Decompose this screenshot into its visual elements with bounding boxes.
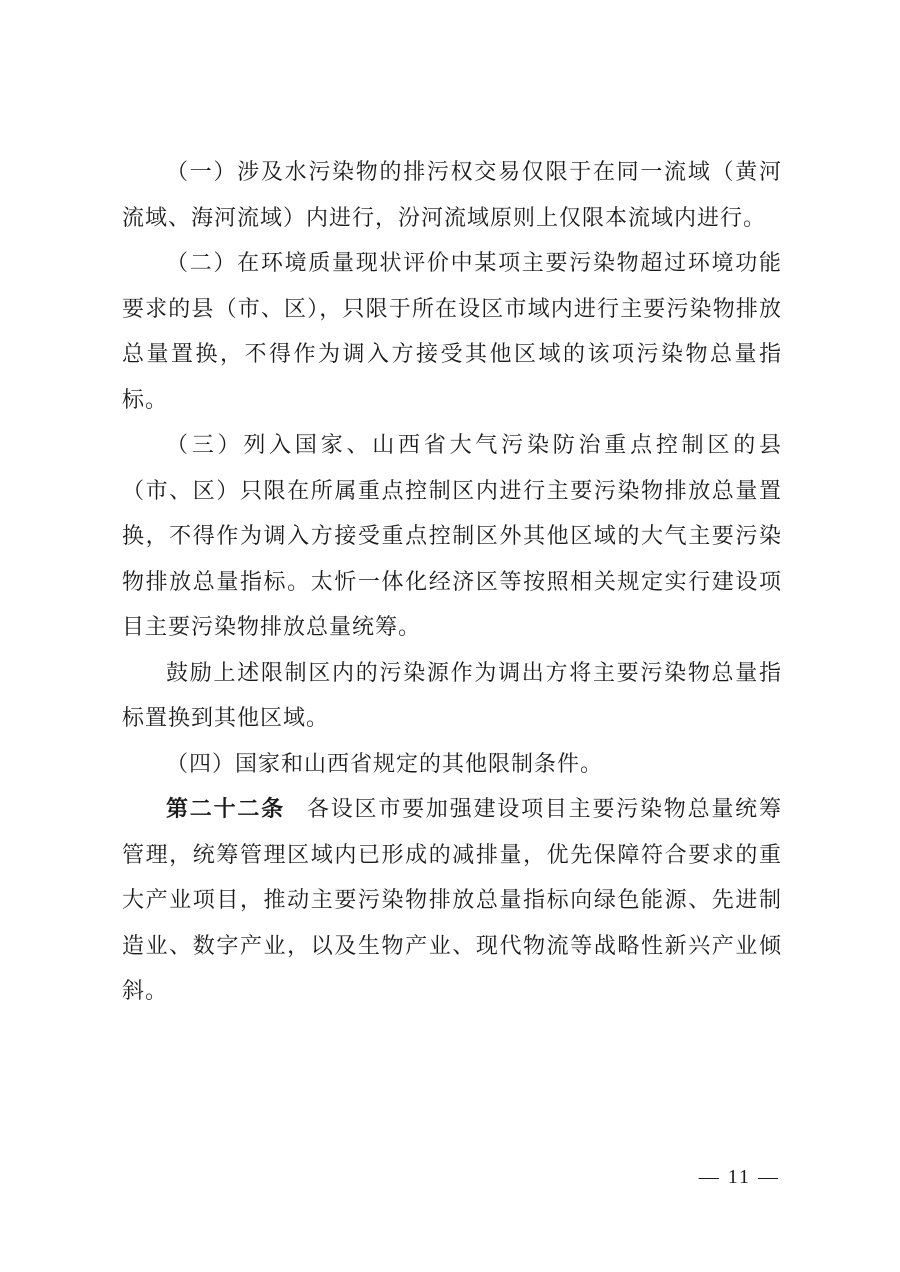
paragraph-3 [122,423,782,651]
paragraph-1-text: （一）涉及水污染物的排污权交易仅限于在同一流域（黄河流域、海河流域）内进行，汾河流域原则上仅限本流域内进行。 [122,160,782,231]
paragraph-2-text: （二）在环境质量现状评价中某项主要污染物超过环境功能要求的县（市、区），只限于所在设区市域内进行主要污染物排放总量置换，不得作为调入方接受其他区域的该项污染物总量指标。 [122,251,782,413]
paragraph-4-text: 鼓励上述限制区内的污染源作为调出方将主要污染物总量指标置换到其他区域。 [122,660,782,731]
paragraph-5-text: （四）国家和山西省规定的其他限制条件。 [166,751,604,777]
article-22-paragraph [122,787,782,1015]
paragraph-1 [122,150,782,241]
article-label: 第二十二条 [166,797,285,822]
paragraph-2 [122,241,782,423]
document-body [122,150,782,1015]
page-number: — 11 — [698,1166,780,1188]
paragraph-4 [122,651,782,742]
paragraph-5 [122,742,782,788]
article-22-text: 各设区市要加强建设项目主要污染物总量统筹管理，统筹管理区域内已形成的减排量，优先保障符合要求的重大产业项目，推动主要污染物排放总量指标向绿色能源、先进制造业、数字产业，以及生物产业、现代物流等战略性新兴产业倾斜。 [122,797,782,1004]
paragraph-3-text: （三）列入国家、山西省大气污染防治重点控制区的县（市、区）只限在所属重点控制区内进行主要污染物排放总量置换，不得作为调入方接受重点控制区外其他区域的大气主要污染物排放总量指标。太忻一体化经济区等按照相关规定实行建设项目主要污染物排放总量统筹。 [122,433,782,640]
